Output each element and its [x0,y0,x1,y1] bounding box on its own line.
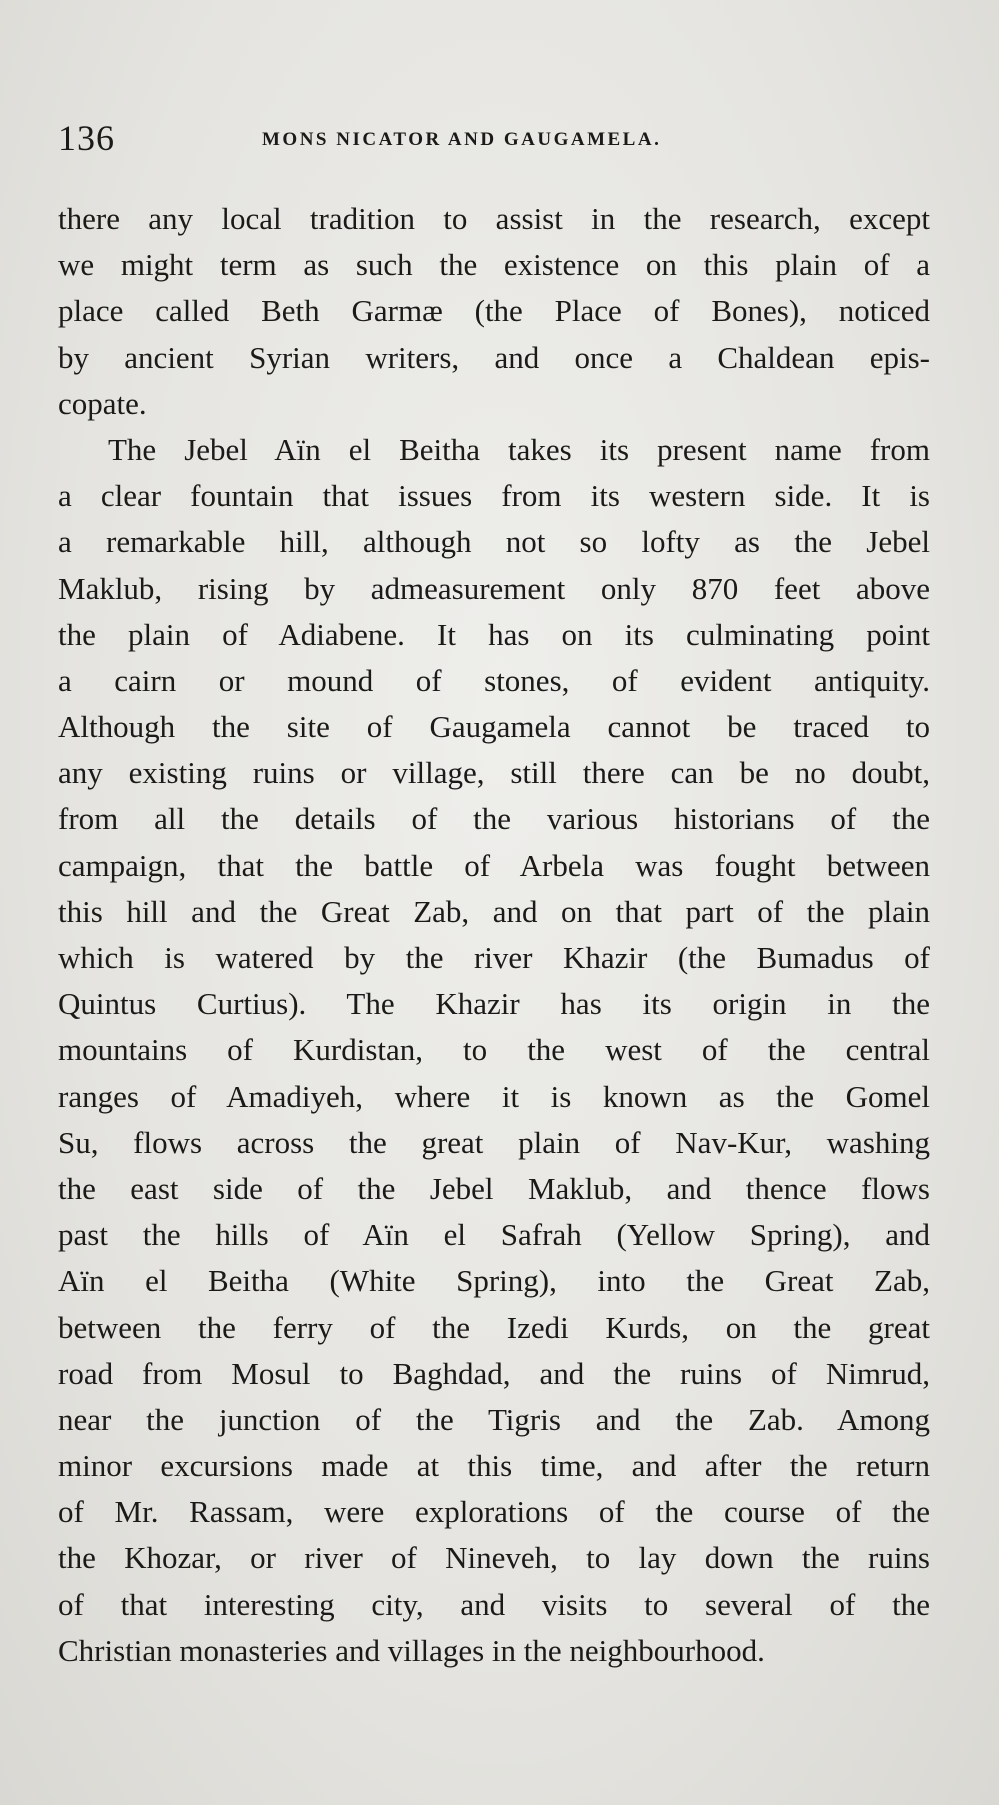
text-line: a remarkable hill, although not so lofty as the Jebel [58,524,930,560]
text-line: this hill and the Great Zab, and on that part of the plain [58,893,930,929]
text-line: past the hills of Aïn el Safrah (Yellow Spring), and [58,1217,930,1253]
page-number: 136 [58,118,115,158]
text-line: place called Beth Garmæ (the Place of Bones), noticed [58,293,930,329]
text-line: mountains of Kurdistan, to the west of the central [58,1032,930,1068]
text-line: a clear fountain that issues from its western side. It is [58,478,930,514]
text-line: road from Mosul to Baghdad, and the ruins of Nimrud, [58,1355,930,1391]
running-title: MONS NICATOR AND GAUGAMELA. [262,129,662,150]
text-line: ranges of Amadiyeh, where it is known as the Gomel [58,1078,930,1114]
body-text [58,196,930,1674]
text-line: there any local tradition to assist in the research, except [58,201,930,236]
text-line: from all the details of the various historians of the [58,801,930,837]
text-line: of Mr. Rassam, were explorations of the course of the [58,1494,930,1530]
text-line: a cairn or mound of stones, of evident antiquity. [58,662,930,698]
text-line: near the junction of the Tigris and the Zab. Among [58,1401,930,1437]
text-line: the plain of Adiabene. It has on its culminating point [58,616,930,652]
text-line: Aïn el Beitha (White Spring), into the Great Zab, [58,1263,930,1299]
text-line: Su, flows across the great plain of Nav-Kur, washing [58,1124,930,1160]
paragraph-2 [58,427,930,1674]
text-line: we might term as such the existence on this plain of a [58,247,930,283]
text-line: campaign, that the battle of Arbela was fought between [58,847,930,883]
text-line: Maklub, rising by admeasurement only 870 feet above [58,570,930,606]
text-line: Although the site of Gaugamela cannot be traced to [58,709,930,745]
text-line: which is watered by the river Khazir (the Bumadus of [58,940,930,975]
text-line: of that interesting city, and visits to several of the [58,1586,930,1622]
text-line: the east side of the Jebel Maklub, and thence flows [58,1170,930,1206]
text-line: between the ferry of the Izedi Kurds, on the great [58,1309,930,1345]
text-line: minor excursions made at this time, and after the return [58,1448,930,1484]
text-line: by ancient Syrian writers, and once a Chaldean epis- [58,339,930,375]
running-head [58,116,938,160]
paragraph-1 [58,196,930,427]
text-line: The Jebel Aïn el Beitha takes its present name from [108,431,930,467]
text-line: Quintus Curtius). The Khazir has its origin in the [58,986,930,1022]
text-line: any existing ruins or village, still there can be no doubt, [58,755,930,791]
text-line: Christian monasteries and villages in the neighbourhood. [58,1632,765,1668]
text-line: copate. [58,385,147,421]
text-line: the Khozar, or river of Nineveh, to lay down the ruins [58,1540,930,1576]
